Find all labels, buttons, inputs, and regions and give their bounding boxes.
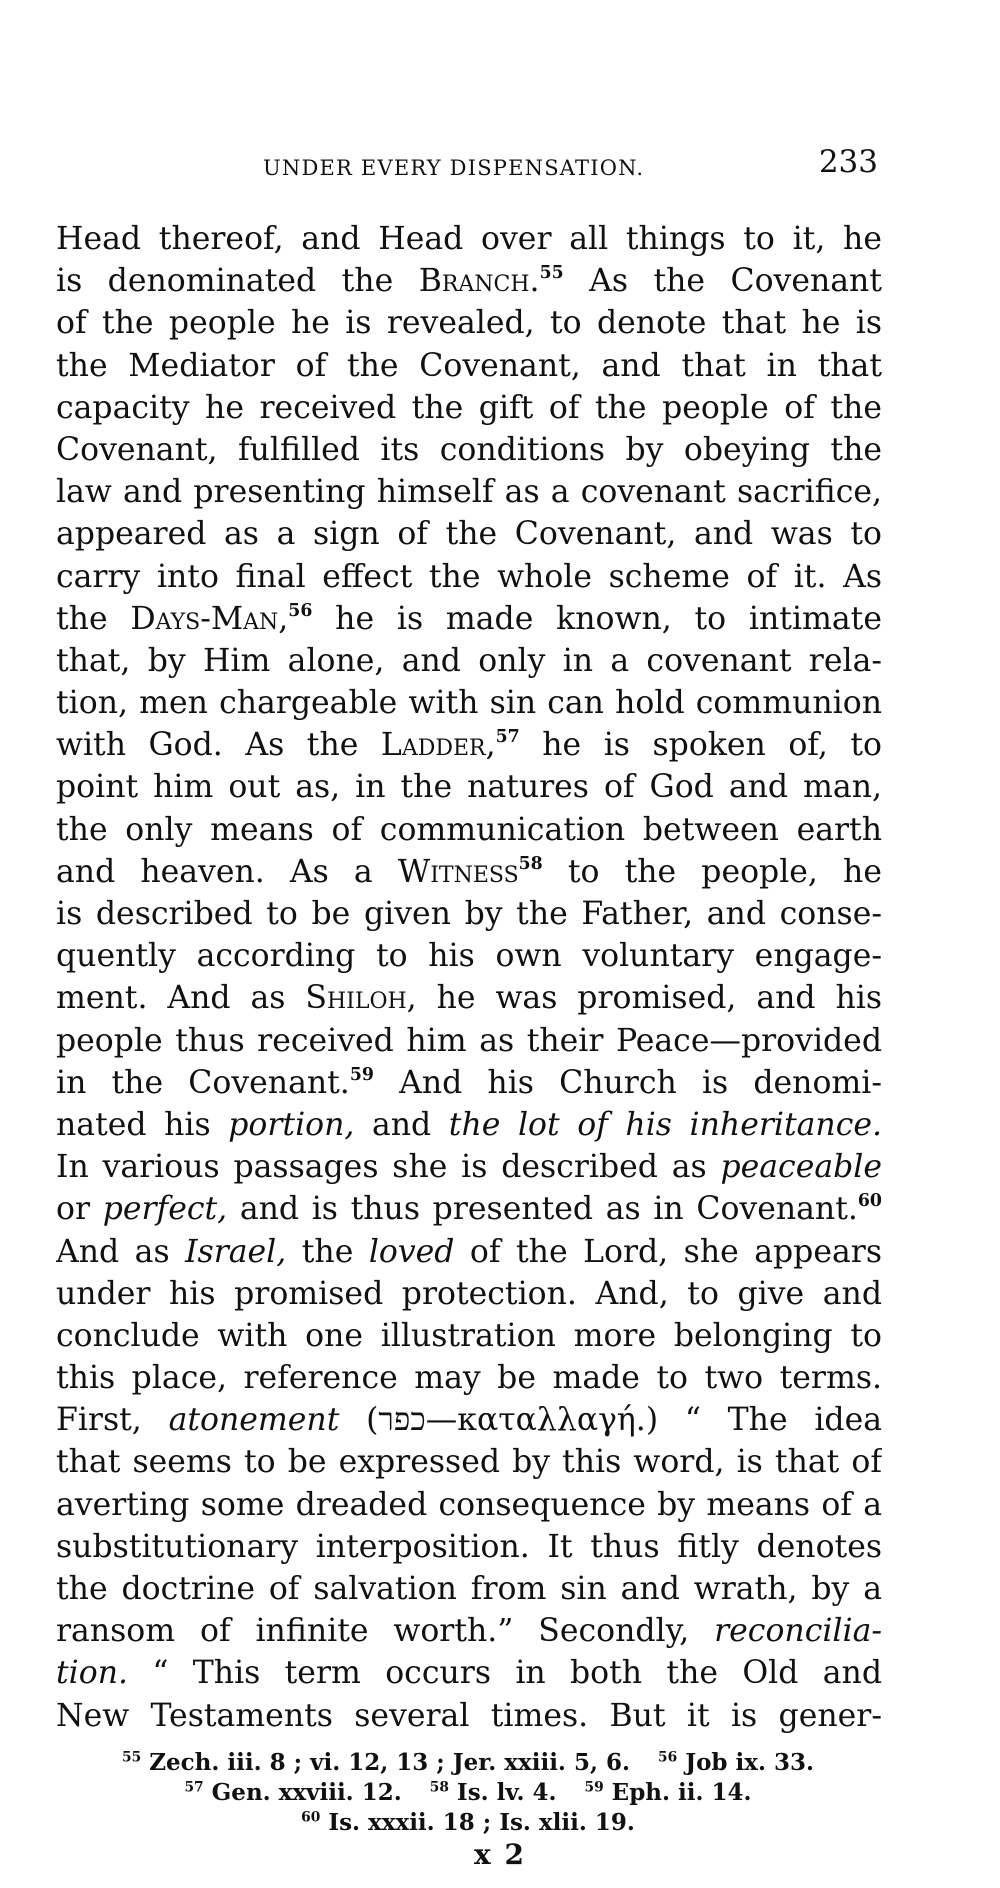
text-run: and [354,1106,449,1143]
text-run: conclude with one illustration more belonging to [56,1317,882,1354]
text-run: and is thus presented as in Covenant. [227,1191,858,1228]
text-line [56,302,882,344]
emphasis: the lot of his inheritance. [448,1106,882,1143]
text-run: is described to be given by the Father, and conse- [56,896,882,932]
text-line [56,1526,882,1568]
text-run: ment. And as [56,980,306,1017]
text-line [56,724,882,766]
text-run: the Mediator of the Covenant, and that in that [56,347,882,384]
text-line [56,1104,882,1146]
footnote-mark: 55 [122,1749,142,1766]
text-run: and heaven. As a [56,853,398,890]
text-line [56,345,882,387]
text-run: with God. As the [56,727,381,764]
text-run: And his Church is denomi- [373,1064,882,1101]
text-line [56,1610,882,1652]
text-run: law and presenting himself as a covenant sacrifice, [56,474,882,511]
text-line [56,1231,882,1273]
text-run: that, by Him alone, and only in a covenant rela- [56,642,882,679]
footnote-text: Gen. xxviii. 12. [203,1779,402,1806]
footnote-mark: 60 [301,1809,321,1826]
text-line [56,640,882,682]
footnote-line [58,1808,878,1838]
text-run: averting some dreaded consequence by means of a [56,1486,882,1523]
term-days-man: Days-Man, [130,600,289,637]
text-line [56,1399,882,1441]
text-line [56,935,882,977]
text-line [56,893,882,935]
note-ref: 60 [857,1191,882,1212]
note-ref: 55 [539,263,564,284]
footnote-text: Is. xxxii. 18 ; Is. xlii. 19. [320,1809,635,1836]
emphasis: Israel, [185,1233,287,1270]
term-shiloh: Shiloh, [305,980,417,1017]
text-line [56,1146,882,1188]
text-run: As the Covenant [563,263,882,300]
text-run: to the people, he [542,853,882,890]
text-line [56,682,882,724]
emphasis: perfect, [102,1191,228,1228]
text-line [56,513,882,555]
text-run: New Testaments several times. But it is gener- [56,1697,882,1734]
note-ref: 59 [349,1064,374,1085]
text-line [56,1020,882,1062]
footnotes [58,1748,878,1838]
note-ref: 58 [518,853,543,874]
text-run: he was promised, and his [416,980,882,1017]
emphasis: reconcilia- [714,1613,882,1650]
text-run: Covenant, fulfilled its conditions by obeying the [56,431,882,468]
emphasis: atonement [168,1402,340,1439]
page-number: 233 [818,144,878,180]
text-run: “ This term occurs in both the Old and [128,1655,882,1692]
text-run: In various passages she is described as [56,1149,721,1186]
text-run: nated his [56,1106,229,1143]
text-run: And as [56,1233,186,1270]
term-branch: Branch. [418,263,540,300]
footnote-text: Is. lv. 4. [448,1779,557,1806]
text-run: appeared as a sign of the Covenant, and was to [56,516,882,553]
text-line [56,1484,882,1526]
text-line [56,766,882,808]
printer-signature: x 2 [474,1838,526,1871]
text-run: the only means of communication between earth [56,811,882,848]
footnote-mark: 57 [184,1779,204,1796]
text-run: in the Covenant. [56,1064,350,1101]
footnote-mark: 58 [429,1779,449,1796]
text-run: Head thereof, and Head over all things to it, he [56,221,882,257]
text-run: the [286,1233,369,1270]
text-line [56,471,882,513]
text-line [56,809,882,851]
text-line [56,1273,882,1315]
text-run: he is made known, to intimate [312,600,882,637]
text-run: of the people he is revealed, to denote that he is [56,305,882,342]
text-run: tion, men chargeable with sin can hold communion [56,685,882,722]
text-run: carry into final effect the whole scheme of it. As [56,558,882,595]
text-run: capacity he received the gift of the people of the [56,389,882,426]
text-run: is denominated the [56,263,419,300]
term-witness: Witness [397,853,519,890]
text-run: the [56,600,131,637]
text-run: substitutionary interposition. It thus fitly denotes [56,1528,882,1565]
footnote-line [58,1778,878,1808]
text-line [56,1188,882,1230]
text-run: under his promised protection. And, to give and [56,1275,882,1312]
text-run: the doctrine of salvation from sin and wrath, by a [56,1571,882,1607]
text-line [56,1441,882,1483]
emphasis: loved [368,1233,455,1270]
text-line [56,1695,882,1737]
footnote-text: Zech. iii. 8 ; vi. 12, 13 ; Jer. xxiii. 5, 6. [141,1749,630,1776]
footnote-mark: 56 [657,1749,678,1766]
text-line [56,387,882,429]
text-line [56,977,882,1019]
note-ref: 56 [288,600,313,621]
text-run: “ The idea [658,1402,882,1439]
text-run: quently according to his own voluntary engage- [56,938,882,975]
text-run: that seems to be expressed by this word, is that of [56,1444,882,1481]
body-text [56,218,882,1737]
text-run: First, [56,1402,169,1439]
text-line [56,1315,882,1357]
text-line [56,598,882,640]
text-line [56,556,882,598]
footnote-text: Job ix. 33. [677,1749,814,1776]
text-line [56,218,882,260]
text-line [56,1357,882,1399]
footnote-text: Eph. ii. 14. [603,1779,752,1806]
text-line [56,851,882,893]
text-run: point him out as, in the natures of God and man, [56,769,882,806]
note-ref: 57 [495,727,520,748]
text-line [56,260,882,302]
text-line [56,1652,882,1694]
text-run: or [56,1191,103,1228]
text-run: of the Lord, she appears [454,1233,882,1270]
text-run: he is spoken of, to [519,727,882,764]
text-run: ransom of infinite worth.” Secondly, [56,1613,715,1650]
hebrew-greek-gloss: (כפר—καταλλαγή.) [339,1402,659,1439]
running-title: UNDER EVERY DISPENSATION. [263,156,645,180]
footnote-mark: 59 [584,1779,604,1796]
text-run: people thus received him as their Peace—provided [56,1022,882,1059]
emphasis: portion, [228,1106,355,1143]
text-line [56,1568,882,1610]
text-line [56,429,882,471]
emphasis: peaceable [720,1149,882,1186]
emphasis: tion. [56,1655,128,1692]
term-ladder: Ladder, [380,727,496,764]
text-run: this place, reference may be made to two terms. [56,1360,882,1397]
text-line [56,1062,882,1104]
footnote-line [58,1748,878,1778]
